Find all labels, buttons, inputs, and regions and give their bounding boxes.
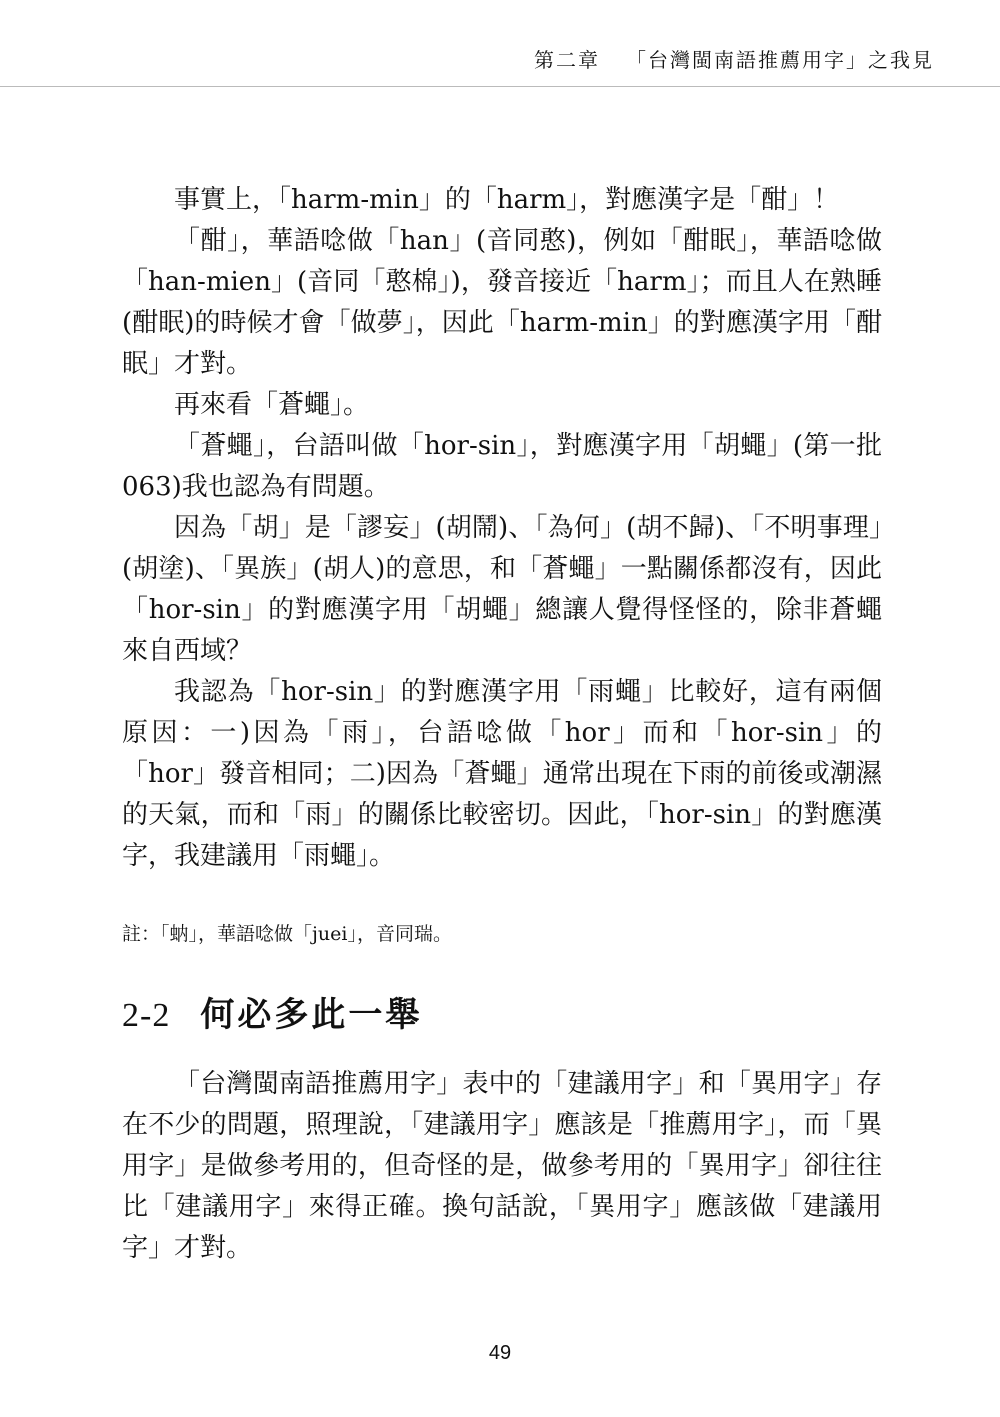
section-title: 何必多此一舉 xyxy=(200,997,423,1034)
paragraph: 「台灣閩南語推薦用字」表中的「建議用字」和「異用字」存在不少的問題，照理說，「建議用字」應該是「推薦用字」，而「異用字」是做參考用的，但奇怪的是，做參考用的「異用字」卻往往比「建議用字」來得正確。換句話說，「異用字」應該做「建議用字」才對。 xyxy=(122,1069,882,1263)
header-rule xyxy=(0,86,1000,87)
running-header xyxy=(534,44,934,73)
paragraph: 「蒼蠅」，台語叫做「hor-sin」，對應漢字用「胡蠅」(第一批 063)我也認為有問題。 xyxy=(122,431,882,502)
paragraph: 事實上，「harm-min」的「harm」，對應漢字是「酣」！ xyxy=(174,185,840,215)
paragraph: 再來看「蒼蠅」。 xyxy=(174,390,370,420)
footnote: 註：「蚋」，華語唸做「juei」，音同瑞。 xyxy=(122,923,452,945)
body-text xyxy=(122,180,882,1269)
paragraph: 我認為「hor-sin」的對應漢字用「雨蠅」比較好，這有兩個原因：一)因為「雨」，台語唸做「hor」而和「hor-sin」的「hor」發音相同；二)因為「蒼蠅」通常出現在下雨的前後或潮濕的天氣，而和「雨」的關係比較密切。因此，「hor-sin」的對應漢字，我建議用「雨蠅」。 xyxy=(122,677,882,871)
section-number: 2-2 xyxy=(122,997,171,1034)
section-heading xyxy=(122,990,882,1042)
paragraph: 因為「胡」是「謬妄」(胡鬧)、「為何」(胡不歸)、「不明事理」(胡塗)、「異族」(胡人)的意思，和「蒼蠅」一點關係都沒有，因此「hor-sin」的對應漢字用「胡蠅」總讓人覺得怪怪的，除非蒼蠅來自西域？ xyxy=(122,513,882,666)
header-title: 「台灣閩南語推薦用字」之我見 xyxy=(626,48,934,72)
paragraph: 「酣」，華語唸做「han」(音同憨)，例如「酣眠」，華語唸做「han-mien」(音同「憨棉」)，發音接近「harm」；而且人在熟睡(酣眠)的時候才會「做夢」，因此「harm-min」的對應漢字用「酣眠」才對。 xyxy=(122,226,882,379)
header-chapter: 第二章 xyxy=(534,48,600,72)
page-number: 49 xyxy=(488,1342,512,1364)
